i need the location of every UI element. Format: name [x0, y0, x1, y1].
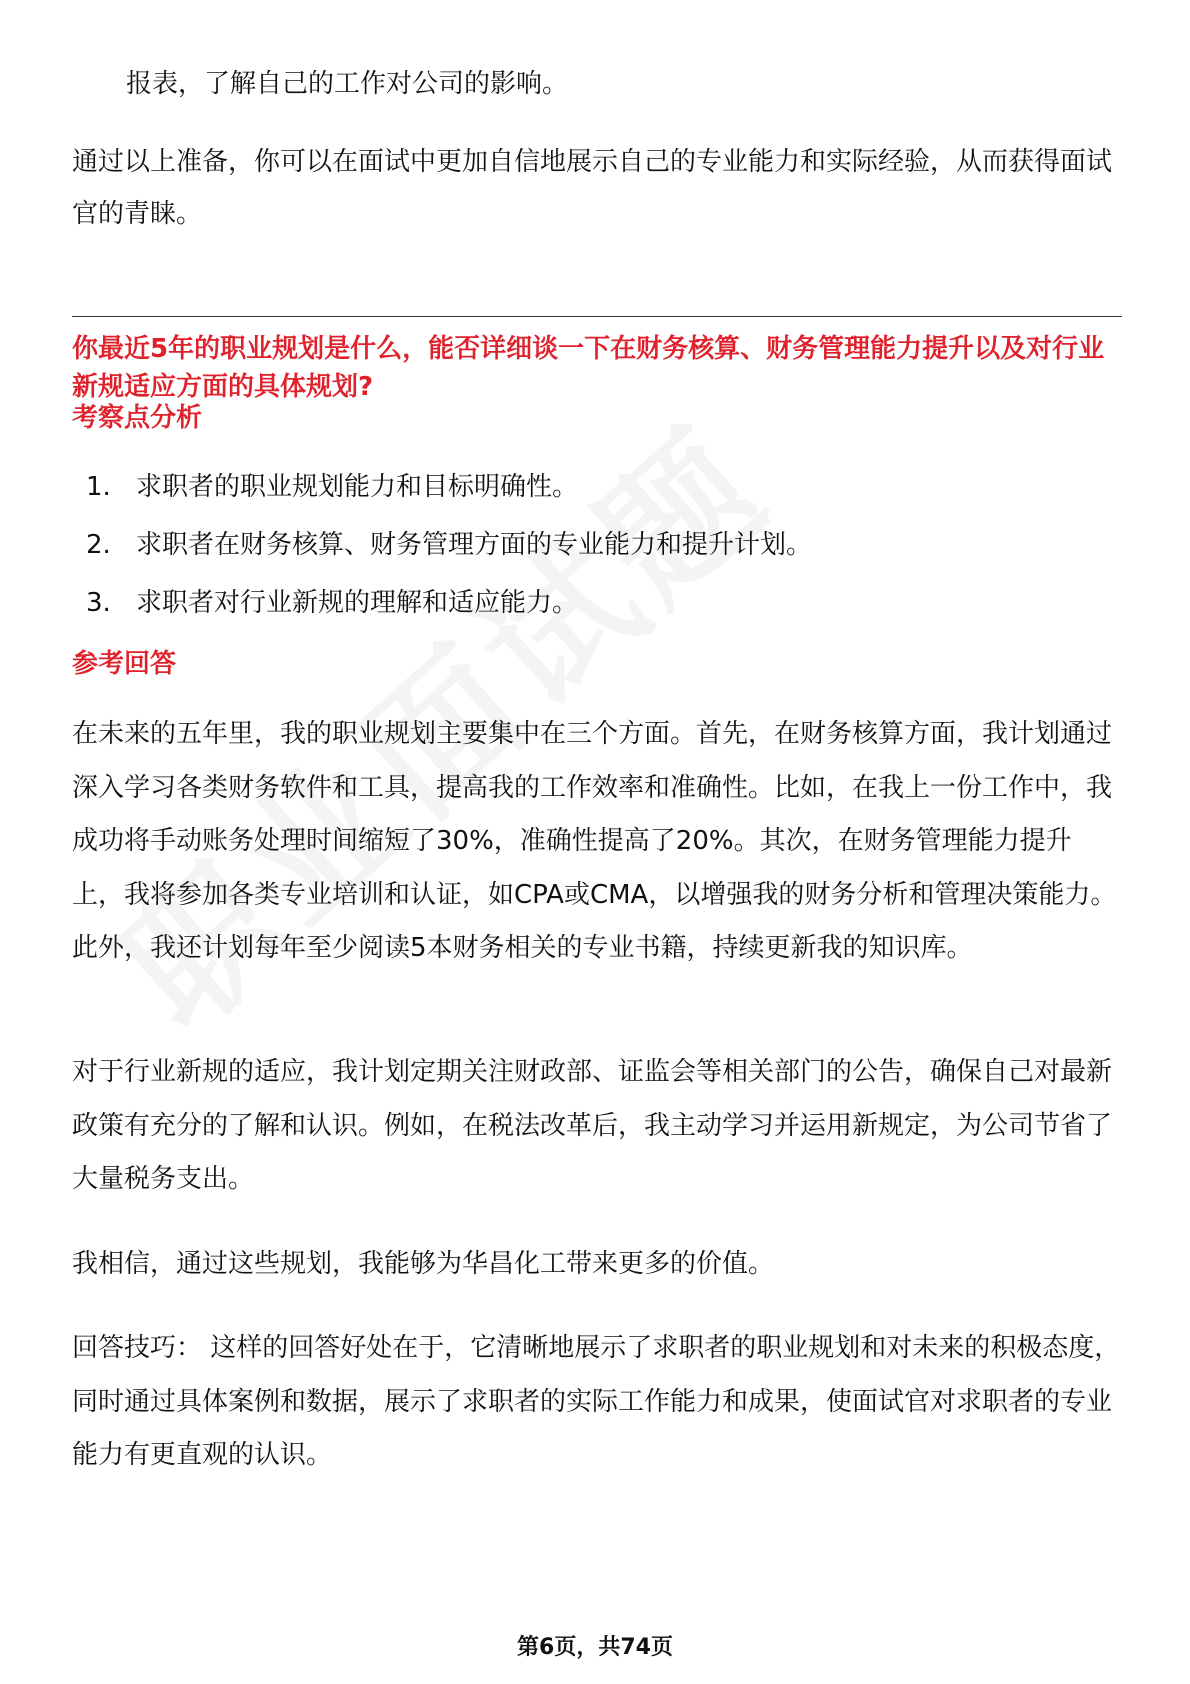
- answer-paragraph: 我相信，通过这些规划，我能够为华昌化工带来更多的价值。: [72, 1249, 775, 1279]
- list-item-text: 求职者在财务核算、财务管理方面的专业能力和提升计划。: [136, 530, 813, 560]
- section-divider: [72, 316, 1122, 317]
- answer-paragraph-2: [72, 1046, 1122, 1207]
- answer-paragraph-1: [72, 708, 1122, 976]
- list-item-text: 求职者对行业新规的理解和适应能力。: [136, 588, 579, 618]
- analysis-title: 考察点分析: [72, 403, 203, 433]
- list-item-number: 1.: [86, 472, 111, 502]
- question-text: 你最近5年的职业规划是什么，能否详细谈一下在财务核算、财务管理能力提升以及对行业新规适应方面的具体规划?: [72, 334, 1105, 402]
- answer-paragraph-3: [72, 1238, 1122, 1292]
- list-item: [72, 458, 1122, 516]
- list-item-number: 2.: [86, 530, 111, 560]
- answer-section: [72, 644, 1122, 684]
- intro-conclusion: [72, 136, 1122, 240]
- answer-paragraph: 对于行业新规的适应，我计划定期关注财政部、证监会等相关部门的公告，确保自己对最新政策有充分的了解和认识。例如，在税法改革后，我主动学习并运用新规定，为公司节省了大量税务支出。: [72, 1057, 1113, 1194]
- answer-tip: [72, 1322, 1122, 1483]
- answer-tip-text: 回答技巧： 这样的回答好处在于，它清晰地展示了求职者的职业规划和对未来的积极态度，同时通过具体案例和数据，展示了求职者的实际工作能力和成果，使面试官对求职者的专业能力有更直观的认识。: [72, 1333, 1121, 1470]
- intro-continuation: [72, 56, 1122, 113]
- analysis-list: [72, 458, 1122, 632]
- list-item: [72, 574, 1122, 632]
- question-block: [72, 330, 1122, 406]
- answer-paragraph: 在未来的五年里，我的职业规划主要集中在三个方面。首先，在财务核算方面，我计划通过深入学习各类财务软件和工具，提高我的工作效率和准确性。比如，在我上一份工作中，我成功将手动账务处理时间缩短了30%，准确性提高了20%。其次，在财务管理能力提升上，我将参加各类专业培训和认证，如CPA或CMA，以增强我的财务分析和管理决策能力。此外，我还计划每年至少阅读5本财务相关的专业书籍，持续更新我的知识库。: [72, 719, 1117, 963]
- analysis-section: [72, 398, 1122, 438]
- list-item-text: 求职者的职业规划能力和目标明确性。: [136, 472, 579, 502]
- answer-title: 参考回答: [72, 649, 177, 679]
- list-item-number: 3.: [86, 588, 111, 618]
- intro-conclusion-text: 通过以上准备，你可以在面试中更加自信地展示自己的专业能力和实际经验，从而获得面试官的青睐。: [72, 147, 1113, 229]
- intro-continuation-text: 报表，了解自己的工作对公司的影响。: [126, 69, 569, 99]
- page-number: 第6页，共74页: [517, 1635, 673, 1660]
- list-item: [72, 516, 1122, 574]
